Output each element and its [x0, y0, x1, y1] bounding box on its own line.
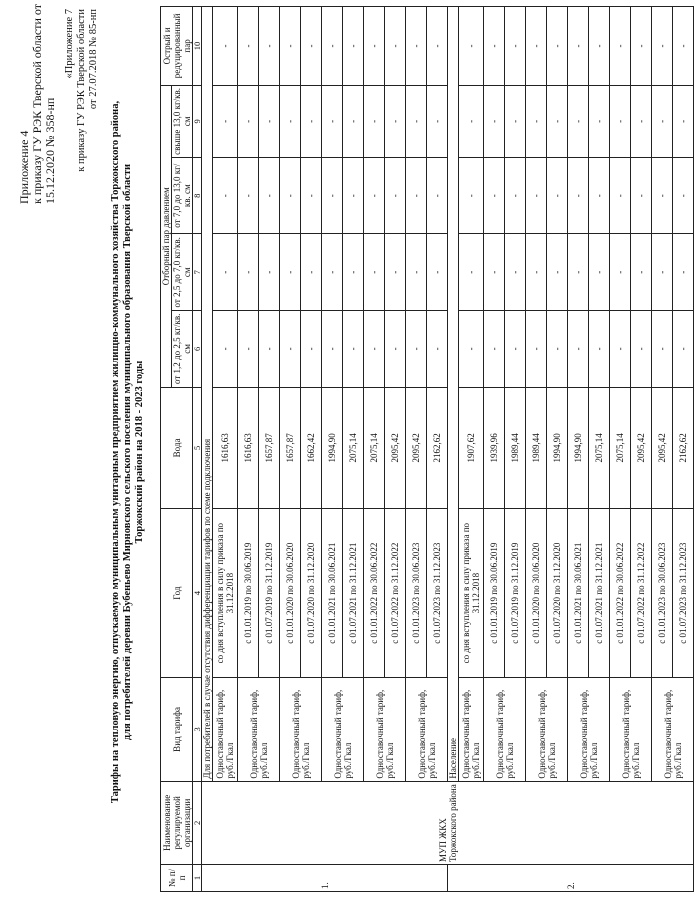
dash-cell: - — [385, 157, 406, 234]
dash-cell: - — [547, 311, 568, 388]
water-value-cell: 2162,62 — [673, 387, 694, 509]
title-line: Тарифы на тепловую энергию, отпускаемую муниципальным унитарным предприятием жилищно-коммунального хозяйства Торжокского района, — [110, 100, 121, 804]
dash-cell: - — [484, 157, 505, 234]
table-row — [364, 7, 385, 892]
tariff-type-cell: Одноставочный тариф, руб./Гкал — [406, 678, 448, 782]
year-cell: с 01.01.2019 по 30.06.2019 — [484, 509, 505, 678]
dash-cell: - — [484, 85, 505, 157]
water-value-cell: 1657,87 — [259, 387, 280, 509]
appendix-4-line: Приложение 4 — [17, 130, 31, 204]
section-label-row — [448, 7, 459, 892]
dash-cell: - — [631, 234, 652, 311]
year-cell: с 01.07.2021 по 31.12.2021 — [589, 509, 610, 678]
dash-cell: - — [652, 311, 673, 388]
dash-cell: - — [322, 7, 343, 86]
dash-cell: - — [406, 7, 427, 86]
dash-cell: - — [280, 85, 301, 157]
dash-cell: - — [526, 7, 547, 86]
dash-cell: - — [673, 85, 694, 157]
dash-cell: - — [589, 234, 610, 311]
dash-cell: - — [343, 85, 364, 157]
dash-cell: - — [484, 234, 505, 311]
dash-cell: - — [459, 85, 484, 157]
water-value-cell: 2075,14 — [589, 387, 610, 509]
dash-cell: - — [343, 234, 364, 311]
dash-cell: - — [238, 7, 259, 86]
dash-cell: - — [385, 234, 406, 311]
table-row — [280, 7, 301, 892]
dash-cell: - — [673, 311, 694, 388]
dash-cell: - — [259, 7, 280, 86]
dash-cell: - — [238, 85, 259, 157]
dash-cell: - — [568, 157, 589, 234]
year-cell: с 01.07.2023 по 31.12.2023 — [673, 509, 694, 678]
dash-cell: - — [213, 157, 238, 234]
dash-cell: - — [631, 311, 652, 388]
tariff-type-cell: Одноставочный тариф, руб./Гкал — [652, 678, 694, 782]
water-value-cell: 2075,14 — [364, 387, 385, 509]
dash-cell: - — [652, 157, 673, 234]
dash-cell: - — [652, 7, 673, 86]
dash-cell: - — [652, 85, 673, 157]
dash-cell: - — [343, 311, 364, 388]
column-number: 1 — [193, 864, 202, 891]
dash-cell: - — [301, 7, 322, 86]
tariff-type-cell: Одноставочный тариф, руб./Гкал — [610, 678, 652, 782]
dash-cell: - — [385, 85, 406, 157]
dash-cell: - — [547, 234, 568, 311]
tariff-type-cell: Одноставочный тариф, руб./Гкал — [213, 678, 238, 782]
section-label: Для потребителей в случае отсутствия дифференциации тарифов по схеме подключения — [202, 7, 213, 782]
dash-cell: - — [406, 311, 427, 388]
year-cell: с 01.07.2023 по 31.12.2023 — [427, 509, 448, 678]
organization-name: МУП ЖКХ Торжокского района — [202, 781, 694, 864]
dash-cell: - — [459, 7, 484, 86]
dash-cell: - — [322, 311, 343, 388]
dash-cell: - — [427, 7, 448, 86]
dash-cell: - — [610, 234, 631, 311]
dash-cell: - — [484, 7, 505, 86]
table-row — [568, 7, 589, 892]
year-cell: с 01.07.2020 по 31.12.2020 — [547, 509, 568, 678]
year-cell: с 01.01.2022 по 30.06.2022 — [364, 509, 385, 678]
year-cell: с 01.01.2023 по 30.06.2023 — [652, 509, 673, 678]
dash-cell: - — [610, 157, 631, 234]
tariff-type-cell: Одноставочный тариф, руб./Гкал — [280, 678, 322, 782]
water-value-cell: 1994,90 — [322, 387, 343, 509]
header-year: Год — [161, 509, 193, 678]
dash-cell: - — [505, 311, 526, 388]
dash-cell: - — [610, 7, 631, 86]
dash-cell: - — [238, 311, 259, 388]
dash-cell: - — [213, 311, 238, 388]
water-value-cell: 1989,44 — [526, 387, 547, 509]
header-steam-2: от 2,5 до 7,0 кг/кв. см — [172, 234, 193, 311]
dash-cell: - — [301, 311, 322, 388]
water-value-cell: 2095,42 — [406, 387, 427, 509]
dash-cell: - — [238, 157, 259, 234]
year-cell: с 01.01.2020 по 30.06.2020 — [526, 509, 547, 678]
section-number: 1. — [202, 864, 448, 891]
dash-cell: - — [484, 311, 505, 388]
year-cell: с 01.07.2022 по 31.12.2022 — [385, 509, 406, 678]
appendix-4-line: 15.12.2020 № 358-нп — [43, 97, 57, 204]
tariff-type-cell: Одноставочный тариф, руб./Гкал — [364, 678, 406, 782]
appendix-7-line: «Приложение 7 — [64, 9, 75, 79]
appendix-7-line: к приказу ГУ РЭК Тверской области — [76, 9, 87, 172]
tariff-type-cell: Одноставочный тариф, руб./Гкал — [238, 678, 280, 782]
document-title — [110, 20, 146, 884]
dash-cell: - — [652, 234, 673, 311]
table-row — [322, 7, 343, 892]
dash-cell: - — [589, 311, 610, 388]
year-cell: с 01.07.2019 по 31.12.2019 — [259, 509, 280, 678]
appendix-7-header — [64, 9, 100, 199]
year-cell: с 01.07.2021 по 31.12.2021 — [343, 509, 364, 678]
dash-cell: - — [547, 85, 568, 157]
water-value-cell: 2075,14 — [343, 387, 364, 509]
water-value-cell: 1657,87 — [280, 387, 301, 509]
dash-cell: - — [213, 85, 238, 157]
water-value-cell: 2095,42 — [652, 387, 673, 509]
dash-cell: - — [610, 311, 631, 388]
title-line: для потребителей деревни Бубеньево Мирновского сельского поселения муниципального образования Тверской области — [122, 163, 133, 741]
dash-cell: - — [631, 157, 652, 234]
tariff-type-cell: Одноставочный тариф, руб./Гкал — [459, 678, 484, 782]
dash-cell: - — [238, 234, 259, 311]
column-number: 7 — [193, 234, 202, 311]
dash-cell: - — [343, 157, 364, 234]
table-row — [610, 7, 631, 892]
dash-cell: - — [459, 311, 484, 388]
tariff-type-cell: Одноставочный тариф, руб./Гкал — [526, 678, 568, 782]
dash-cell: - — [301, 85, 322, 157]
dash-cell: - — [406, 234, 427, 311]
year-cell: со дня вступления в силу приказа по 31.12.2018 — [213, 509, 238, 678]
column-number: 3 — [193, 678, 202, 782]
dash-cell: - — [526, 234, 547, 311]
water-value-cell: 1907,62 — [459, 387, 484, 509]
dash-cell: - — [280, 157, 301, 234]
table-row — [484, 7, 505, 892]
water-value-cell: 1939,96 — [484, 387, 505, 509]
dash-cell: - — [213, 234, 238, 311]
dash-cell: - — [526, 311, 547, 388]
header-tariff-type: Вид тарифа — [161, 678, 193, 782]
dash-cell: - — [259, 311, 280, 388]
dash-cell: - — [213, 7, 238, 86]
dash-cell: - — [406, 85, 427, 157]
column-number: 2 — [193, 781, 202, 864]
water-value-cell: 1989,44 — [505, 387, 526, 509]
year-cell: с 01.07.2022 по 31.12.2022 — [631, 509, 652, 678]
header-organization: Наименование регулируемой организации — [161, 781, 193, 864]
header-steam-4: свыше 13,0 кг/кв. см — [172, 85, 193, 157]
column-number-row — [193, 7, 202, 892]
year-cell: с 01.01.2020 по 30.06.2020 — [280, 509, 301, 678]
dash-cell: - — [610, 85, 631, 157]
section-label: Население — [448, 7, 459, 782]
table-body — [202, 7, 694, 892]
dash-cell: - — [343, 7, 364, 86]
year-cell: с 01.01.2021 по 30.06.2021 — [568, 509, 589, 678]
title-line: Торжокский район на 2018 - 2023 годы — [134, 360, 145, 544]
dash-cell: - — [568, 311, 589, 388]
year-cell: с 01.01.2021 по 30.06.2021 — [322, 509, 343, 678]
column-number: 5 — [193, 387, 202, 509]
dash-cell: - — [631, 85, 652, 157]
dash-cell: - — [547, 7, 568, 86]
header-steam-1: от 1,2 до 2,5 кг/кв. см — [172, 311, 193, 388]
water-value-cell: 2075,14 — [610, 387, 631, 509]
header-sharp-steam: Острый и редуцированный пар — [161, 7, 193, 86]
dash-cell: - — [364, 85, 385, 157]
section-number: 2. — [448, 864, 694, 891]
header-steam-3: от 7,0 до 13,0 кг/кв. см — [172, 157, 193, 234]
dash-cell: - — [673, 7, 694, 86]
dash-cell: - — [547, 157, 568, 234]
dash-cell: - — [259, 85, 280, 157]
column-number: 4 — [193, 509, 202, 678]
header-num: № п/ п — [161, 864, 193, 891]
water-value-cell: 1994,90 — [547, 387, 568, 509]
dash-cell: - — [505, 7, 526, 86]
dash-cell: - — [259, 234, 280, 311]
dash-cell: - — [364, 234, 385, 311]
dash-cell: - — [568, 7, 589, 86]
appendix-4-header — [18, 4, 57, 204]
dash-cell: - — [364, 7, 385, 86]
appendix-4-line: к приказу ГУ РЭК Тверской области от — [30, 4, 44, 204]
year-cell: с 01.01.2023 по 30.06.2023 — [406, 509, 427, 678]
tariff-type-cell: Одноставочный тариф, руб./Гкал — [484, 678, 526, 782]
column-number: 8 — [193, 157, 202, 234]
tariff-table — [160, 6, 694, 892]
column-number: 9 — [193, 85, 202, 157]
water-value-cell: 1662,42 — [301, 387, 322, 509]
year-cell: с 01.07.2020 по 31.12.2020 — [301, 509, 322, 678]
water-value-cell: 2162,62 — [427, 387, 448, 509]
water-value-cell: 2095,42 — [385, 387, 406, 509]
dash-cell: - — [427, 311, 448, 388]
dash-cell: - — [589, 157, 610, 234]
column-number: 10 — [193, 7, 202, 86]
dash-cell: - — [427, 85, 448, 157]
year-cell: с 01.07.2019 по 31.12.2019 — [505, 509, 526, 678]
water-value-cell: 1616,63 — [213, 387, 238, 509]
water-value-cell: 2095,42 — [631, 387, 652, 509]
dash-cell: - — [280, 7, 301, 86]
dash-cell: - — [280, 234, 301, 311]
dash-cell: - — [280, 311, 301, 388]
dash-cell: - — [301, 157, 322, 234]
dash-cell: - — [589, 85, 610, 157]
dash-cell: - — [385, 311, 406, 388]
tariff-type-cell: Одноставочный тариф, руб./Гкал — [322, 678, 364, 782]
table-row — [238, 7, 259, 892]
dash-cell: - — [259, 157, 280, 234]
tariff-type-cell: Одноставочный тариф, руб./Гкал — [568, 678, 610, 782]
dash-cell: - — [459, 234, 484, 311]
dash-cell: - — [364, 311, 385, 388]
dash-cell: - — [322, 85, 343, 157]
dash-cell: - — [526, 157, 547, 234]
table-row — [526, 7, 547, 892]
header-water: Вода — [161, 387, 193, 509]
dash-cell: - — [568, 85, 589, 157]
water-value-cell: 1616,63 — [238, 387, 259, 509]
dash-cell: - — [364, 157, 385, 234]
dash-cell: - — [427, 234, 448, 311]
dash-cell: - — [631, 7, 652, 86]
dash-cell: - — [589, 7, 610, 86]
dash-cell: - — [505, 157, 526, 234]
table-row — [213, 7, 238, 892]
dash-cell: - — [385, 7, 406, 86]
column-number: 6 — [193, 311, 202, 388]
table-row — [459, 7, 484, 892]
dash-cell: - — [406, 157, 427, 234]
dash-cell: - — [505, 85, 526, 157]
table-row — [406, 7, 427, 892]
year-cell: с 01.01.2022 по 30.06.2022 — [610, 509, 631, 678]
dash-cell: - — [322, 157, 343, 234]
dash-cell: - — [322, 234, 343, 311]
table-row — [652, 7, 673, 892]
year-cell: со дня вступления в силу приказа по 31.12.2018 — [459, 509, 484, 678]
table-header — [161, 7, 202, 892]
dash-cell: - — [526, 85, 547, 157]
dash-cell: - — [301, 234, 322, 311]
section-label-row — [202, 7, 213, 892]
dash-cell: - — [673, 157, 694, 234]
dash-cell: - — [568, 234, 589, 311]
dash-cell: - — [673, 234, 694, 311]
dash-cell: - — [459, 157, 484, 234]
water-value-cell: 1994,90 — [568, 387, 589, 509]
dash-cell: - — [427, 157, 448, 234]
header-steam-group: Отборный пар давлением — [161, 85, 172, 387]
appendix-7-line: от 27.07.2018 № 85-нп — [88, 9, 99, 110]
year-cell: с 01.01.2019 по 30.06.2019 — [238, 509, 259, 678]
dash-cell: - — [505, 234, 526, 311]
